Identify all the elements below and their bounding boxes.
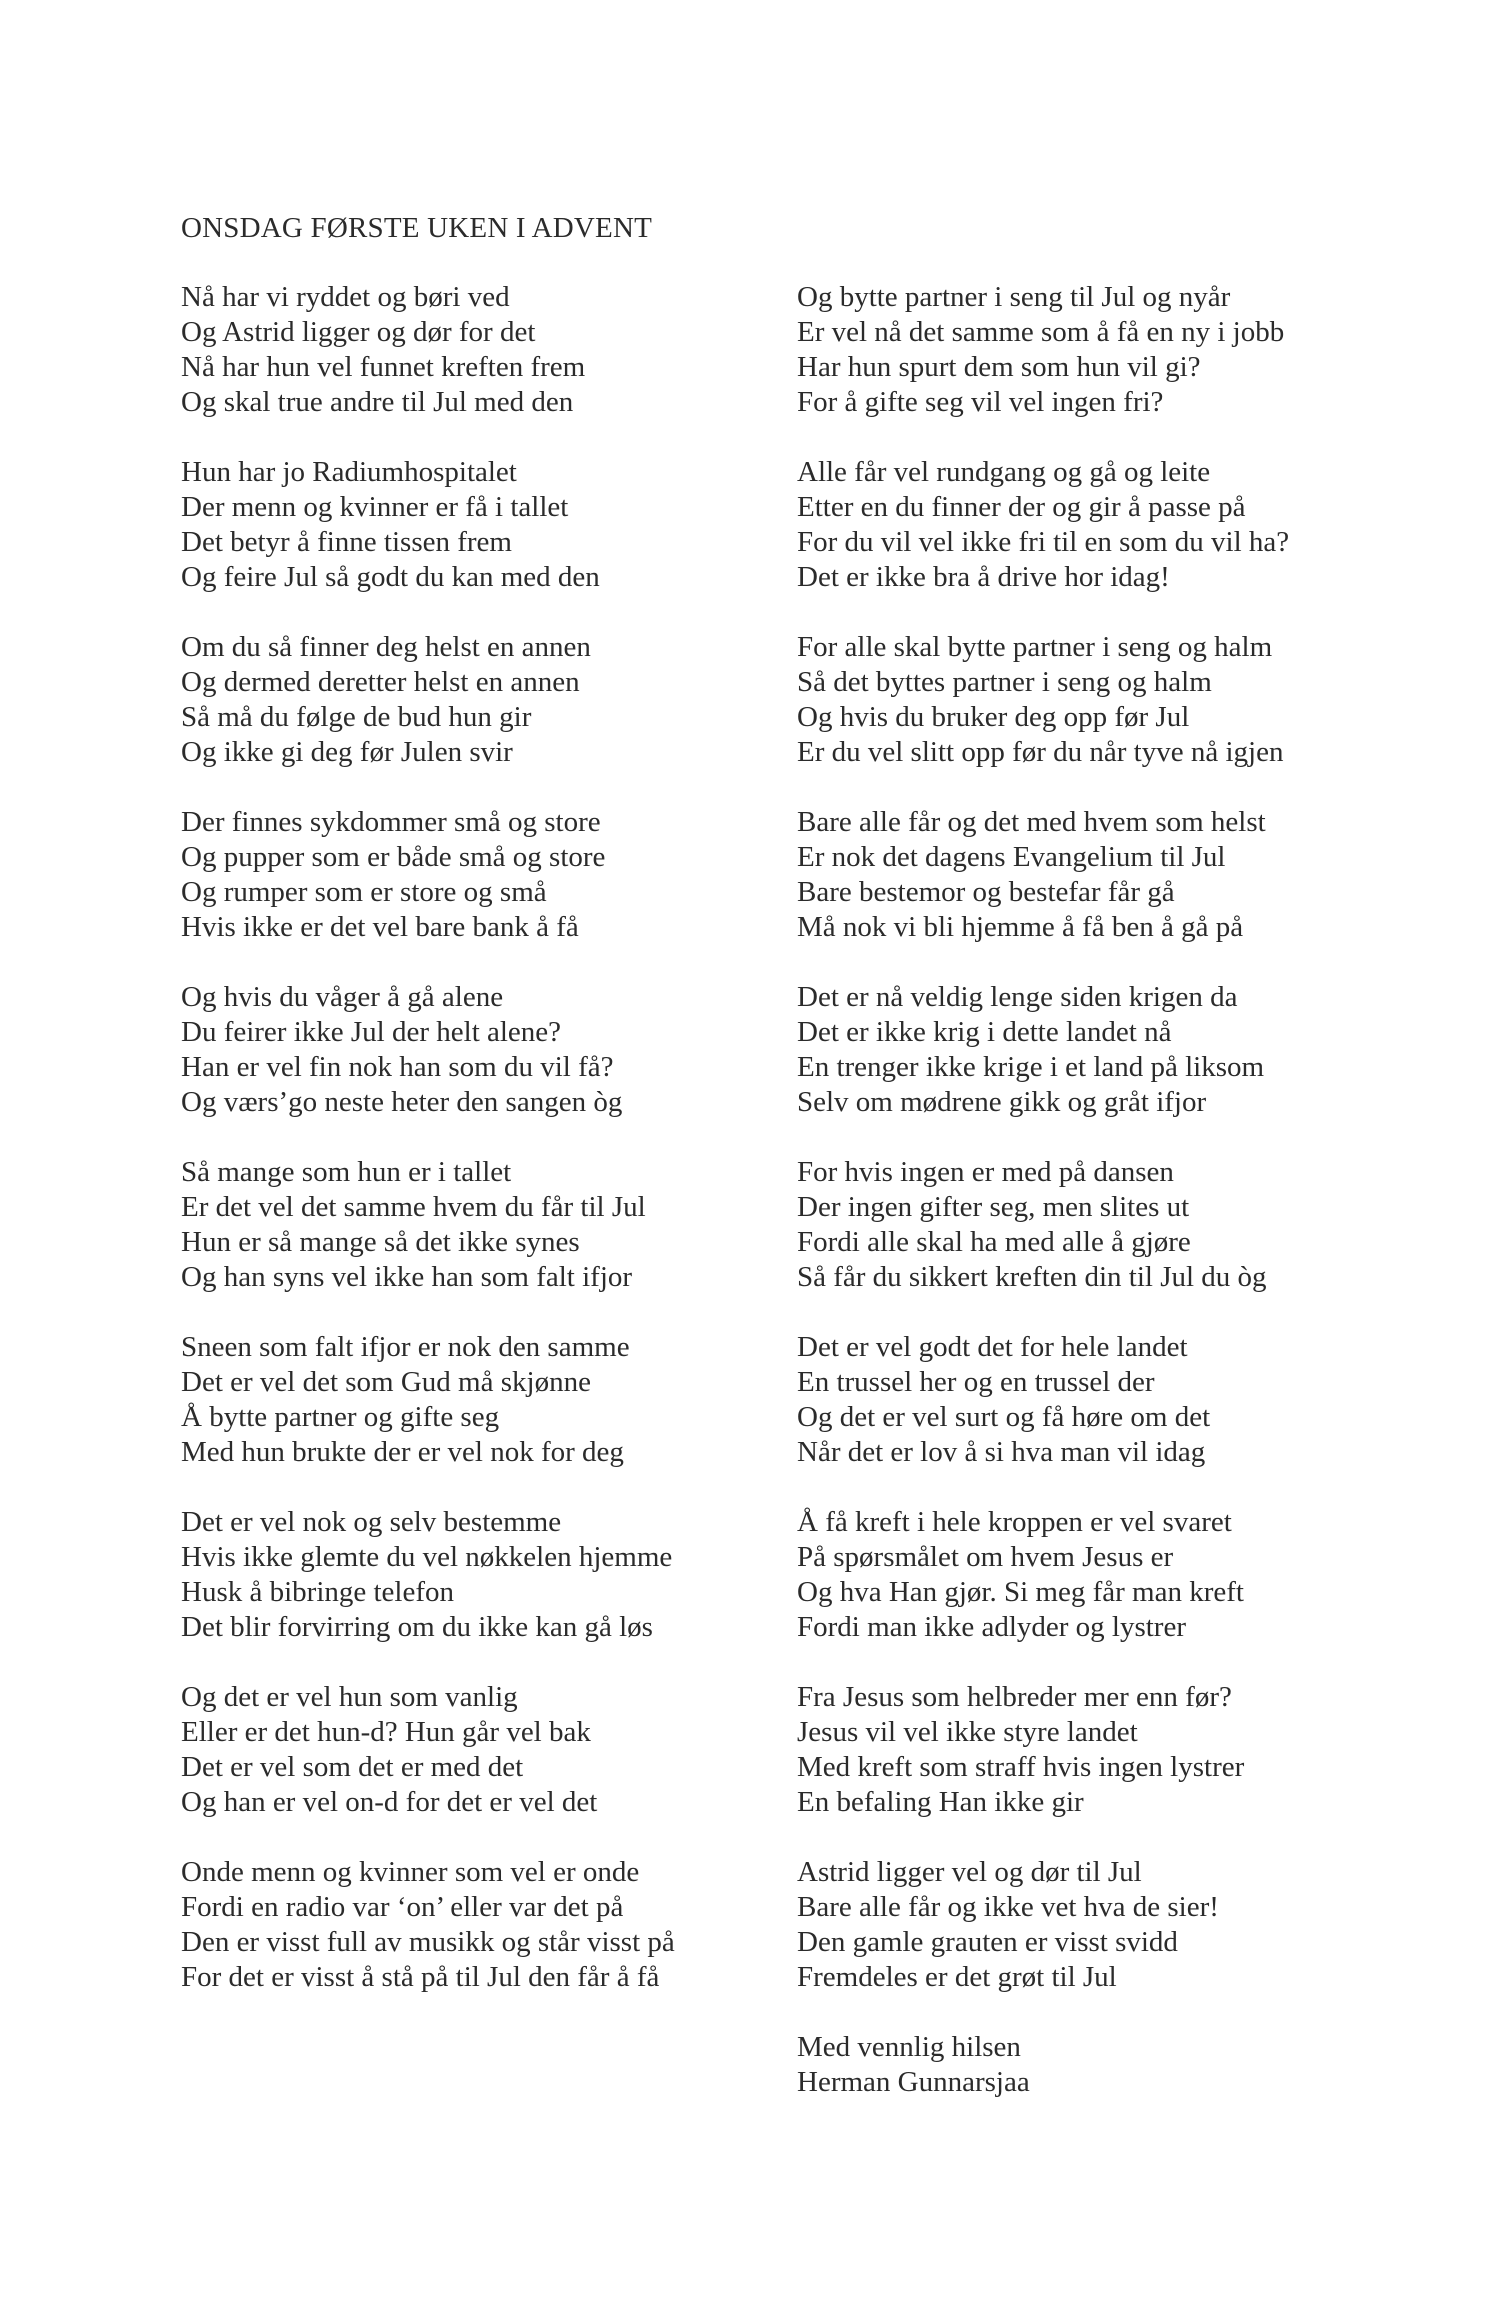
document-title: ONSDAG FØRSTE UKEN I ADVENT bbox=[181, 212, 653, 244]
verse-line: Du feirer ikke Jul der helt alene? bbox=[181, 1016, 562, 1048]
stanza bbox=[181, 805, 801, 945]
verse-line: Alle får vel rundgang og gå og leite bbox=[797, 456, 1211, 488]
verse-line: Med kreft som straff hvis ingen lystrer bbox=[797, 1751, 1245, 1783]
verse-line: Den gamle grauten er visst svidd bbox=[797, 1926, 1178, 1958]
stanza bbox=[181, 980, 801, 1120]
verse-line: Og pupper som er både små og store bbox=[181, 841, 606, 873]
verse-line: Fordi alle skal ha med alle å gjøre bbox=[797, 1226, 1191, 1258]
verse-line: Herman Gunnarsjaa bbox=[797, 2066, 1030, 2098]
verse-line: Det blir forvirring om du ikke kan gå løs bbox=[181, 1611, 653, 1643]
verse-line: Og hvis du våger å gå alene bbox=[181, 981, 504, 1013]
verse-line: Så får du sikkert kreften din til Jul du òg bbox=[797, 1261, 1267, 1293]
verse-line: Jesus vil vel ikke styre landet bbox=[797, 1716, 1138, 1748]
verse-line: For alle skal bytte partner i seng og halm bbox=[797, 631, 1273, 663]
verse-line: For du vil vel ikke fri til en som du vil ha? bbox=[797, 526, 1290, 558]
verse-line: Eller er det hun-d? Hun går vel bak bbox=[181, 1716, 591, 1748]
verse-line: Der ingen gifter seg, men slites ut bbox=[797, 1191, 1190, 1223]
stanza bbox=[797, 1330, 1417, 1470]
verse-line: For å gifte seg vil vel ingen fri? bbox=[797, 386, 1164, 418]
verse-line: Og dermed deretter helst en annen bbox=[181, 666, 580, 698]
verse-line: Og han syns vel ikke han som falt ifjor bbox=[181, 1261, 633, 1293]
verse-line: Bare alle får og det med hvem som helst bbox=[797, 806, 1266, 838]
stanza bbox=[181, 1330, 801, 1470]
stanza bbox=[797, 455, 1417, 595]
verse-line: Må nok vi bli hjemme å få ben å gå på bbox=[797, 911, 1244, 943]
verse-line: Å få kreft i hele kroppen er vel svaret bbox=[797, 1506, 1232, 1538]
verse-line: Der menn og kvinner er få i tallet bbox=[181, 491, 569, 523]
verse-line: Og ikke gi deg før Julen svir bbox=[181, 736, 513, 768]
stanza bbox=[797, 1680, 1417, 1820]
verse-line: Er nok det dagens Evangelium til Jul bbox=[797, 841, 1226, 873]
verse-line: Det er nå veldig lenge siden krigen da bbox=[797, 981, 1238, 1013]
verse-line: Og bytte partner i seng til Jul og nyår bbox=[797, 281, 1231, 313]
verse-line: Om du så finner deg helst en annen bbox=[181, 631, 591, 663]
verse-line: Hun har jo Radiumhospitalet bbox=[181, 456, 517, 488]
stanza bbox=[797, 1155, 1417, 1295]
verse-line: Sneen som falt ifjor er nok den samme bbox=[181, 1331, 630, 1363]
verse-line: Nå har hun vel funnet kreften frem bbox=[181, 351, 586, 383]
verse-line: Er vel nå det samme som å få en ny i jobb bbox=[797, 316, 1285, 348]
verse-line: På spørsmålet om hvem Jesus er bbox=[797, 1541, 1174, 1573]
verse-line: For hvis ingen er med på dansen bbox=[797, 1156, 1174, 1188]
verse-line: Fordi en radio var ‘on’ eller var det på bbox=[181, 1891, 624, 1923]
right-column bbox=[797, 280, 1417, 2135]
verse-line: Og skal true andre til Jul med den bbox=[181, 386, 574, 418]
stanza bbox=[181, 1680, 801, 1820]
verse-line: For det er visst å stå på til Jul den får å få bbox=[181, 1961, 660, 1993]
stanza bbox=[797, 805, 1417, 945]
verse-line: Hvis ikke er det vel bare bank å få bbox=[181, 911, 579, 943]
left-column bbox=[181, 280, 801, 2030]
verse-line: Det er vel det som Gud må skjønne bbox=[181, 1366, 591, 1398]
verse-line: Bare alle får og ikke vet hva de sier! bbox=[797, 1891, 1219, 1923]
stanza bbox=[181, 1155, 801, 1295]
verse-line: Å bytte partner og gifte seg bbox=[181, 1401, 500, 1433]
stanza bbox=[797, 2030, 1417, 2100]
verse-line: Han er vel fin nok han som du vil få? bbox=[181, 1051, 614, 1083]
stanza bbox=[181, 455, 801, 595]
verse-line: Så må du følge de bud hun gir bbox=[181, 701, 532, 733]
stanza bbox=[797, 980, 1417, 1120]
verse-line: Og han er vel on-d for det er vel det bbox=[181, 1786, 598, 1818]
verse-line: Det er vel som det er med det bbox=[181, 1751, 524, 1783]
verse-line: Onde menn og kvinner som vel er onde bbox=[181, 1856, 640, 1888]
verse-line: Etter en du finner der og gir å passe på bbox=[797, 491, 1246, 523]
verse-line: Hun er så mange så det ikke synes bbox=[181, 1226, 580, 1258]
verse-line: Det er vel nok og selv bestemme bbox=[181, 1506, 562, 1538]
verse-line: Og værs’go neste heter den sangen òg bbox=[181, 1086, 623, 1118]
verse-line: Det er ikke krig i dette landet nå bbox=[797, 1016, 1172, 1048]
verse-line: Og det er vel hun som vanlig bbox=[181, 1681, 518, 1713]
verse-line: Den er visst full av musikk og står visst på bbox=[181, 1926, 675, 1958]
stanza bbox=[797, 1505, 1417, 1645]
verse-line: Hvis ikke glemte du vel nøkkelen hjemme bbox=[181, 1541, 673, 1573]
verse-line: Har hun spurt dem som hun vil gi? bbox=[797, 351, 1201, 383]
stanza bbox=[797, 1855, 1417, 1995]
stanza bbox=[181, 1505, 801, 1645]
verse-line: Med vennlig hilsen bbox=[797, 2031, 1021, 2063]
verse-line: Og hva Han gjør. Si meg får man kreft bbox=[797, 1576, 1244, 1608]
verse-line: En trussel her og en trussel der bbox=[797, 1366, 1155, 1398]
stanza bbox=[797, 280, 1417, 420]
verse-line: Bare bestemor og bestefar får gå bbox=[797, 876, 1175, 908]
stanza bbox=[797, 630, 1417, 770]
verse-line: Det betyr å finne tissen frem bbox=[181, 526, 512, 558]
verse-line: Fremdeles er det grøt til Jul bbox=[797, 1961, 1117, 1993]
verse-line: Astrid ligger vel og dør til Jul bbox=[797, 1856, 1142, 1888]
verse-line: Der finnes sykdommer små og store bbox=[181, 806, 601, 838]
verse-line: Fordi man ikke adlyder og lystrer bbox=[797, 1611, 1186, 1643]
verse-line: Fra Jesus som helbreder mer enn før? bbox=[797, 1681, 1232, 1713]
verse-line: Så mange som hun er i tallet bbox=[181, 1156, 512, 1188]
stanza bbox=[181, 1855, 801, 1995]
verse-line: Når det er lov å si hva man vil idag bbox=[797, 1436, 1206, 1468]
verse-line: Nå har vi ryddet og børi ved bbox=[181, 281, 510, 313]
verse-line: Er det vel det samme hvem du får til Jul bbox=[181, 1191, 646, 1223]
verse-line: Så det byttes partner i seng og halm bbox=[797, 666, 1212, 698]
verse-line: Selv om mødrene gikk og gråt ifjor bbox=[797, 1086, 1207, 1118]
verse-line: Og det er vel surt og få høre om det bbox=[797, 1401, 1211, 1433]
verse-line: En befaling Han ikke gir bbox=[797, 1786, 1084, 1818]
verse-line: En trenger ikke krige i et land på liksom bbox=[797, 1051, 1265, 1083]
verse-line: Og feire Jul så godt du kan med den bbox=[181, 561, 600, 593]
stanza bbox=[181, 630, 801, 770]
verse-line: Og rumper som er store og små bbox=[181, 876, 547, 908]
verse-line: Med hun brukte der er vel nok for deg bbox=[181, 1436, 624, 1468]
verse-line: Det er vel godt det for hele landet bbox=[797, 1331, 1188, 1363]
verse-line: Er du vel slitt opp før du når tyve nå igjen bbox=[797, 736, 1284, 768]
verse-line: Husk å bibringe telefon bbox=[181, 1576, 455, 1608]
verse-line: Og Astrid ligger og dør for det bbox=[181, 316, 536, 348]
verse-line: Det er ikke bra å drive hor idag! bbox=[797, 561, 1170, 593]
stanza bbox=[181, 280, 801, 420]
verse-line: Og hvis du bruker deg opp før Jul bbox=[797, 701, 1190, 733]
